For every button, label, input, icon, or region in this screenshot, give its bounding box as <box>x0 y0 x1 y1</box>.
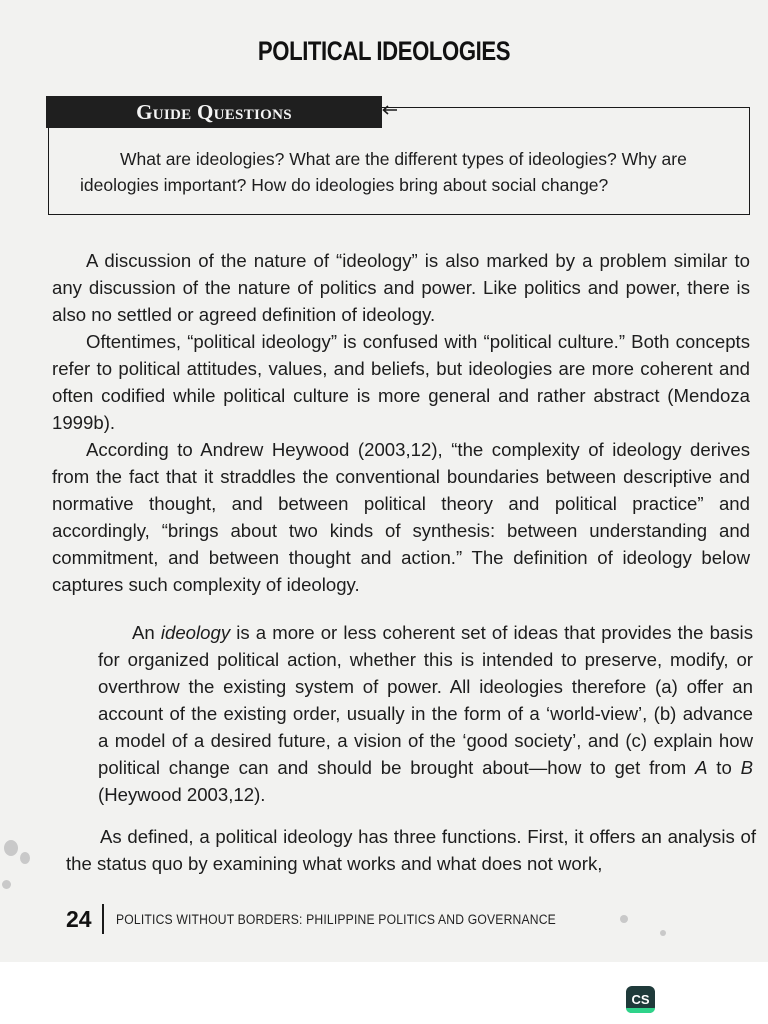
definition-to: to <box>707 757 741 778</box>
body-text <box>52 247 750 598</box>
page-title: POLITICAL IDEOLOGIES <box>257 36 511 66</box>
scan-speck <box>20 852 30 864</box>
scan-speck <box>660 930 666 936</box>
definition-lead: An <box>132 622 161 643</box>
scan-speck <box>4 840 18 856</box>
guide-questions-label: Guide Questions <box>136 99 292 124</box>
page-number: 24 <box>66 905 92 932</box>
definition-point-b: B <box>740 757 753 778</box>
definition-body: is a more or less coherent set of ideas that provides the basis for organized political action, whether this is intended to preserve, modify, or overthrow the existing system of power. All ideologies therefore (a) offer an account of the existing order, usually in the form of a ‘world-view’, (b) advance a model of a desired future, a vision of the ‘good society’, and (c) explain how political change can and should be brought about—how to get from <box>98 622 753 778</box>
scan-speck <box>2 880 11 889</box>
definition-citation: (Heywood 2003,12). <box>98 784 266 805</box>
functions-text <box>66 823 756 877</box>
guide-questions-text <box>80 146 720 198</box>
camscanner-accent-bar <box>626 1008 655 1013</box>
definition-point-a: A <box>695 757 708 778</box>
camscanner-logo-icon <box>626 986 655 1013</box>
paragraph-three-functions: As defined, a political ideology has three functions. First, it offers an analysis of the status quo by examining what works and what does not work, <box>66 826 756 874</box>
paragraph-political-culture: Oftentimes, “political ideology” is confused with “political culture.” Both concepts refer to political attitudes, values, and beliefs, but ideologies are more coherent and often codified while political culture is more general and rather abstract (Mendoza 1999b). <box>52 331 750 433</box>
camscanner-label: CS <box>631 992 650 1007</box>
guide-questions-tab <box>46 96 382 128</box>
paragraph-ideology-discussion: A discussion of the nature of “ideology” is also marked by a problem similar to any discussion of the nature of politics and power. Like politics and power, there is also no settled or agreed definition of ideology. <box>52 250 750 325</box>
definition-term: ideology <box>160 622 231 643</box>
page-footer <box>66 904 604 934</box>
paragraph-heywood-complexity: According to Andrew Heywood (2003,12), “the complexity of ideology derives from the fact that it straddles the conventional boundaries between descriptive and normative thought, and between political theory and political practice” and accordingly, “brings about two kinds of synthesis: between understanding and commitment, and between thought and action.” The definition of ideology below captures such complexity of ideology. <box>52 439 750 595</box>
ideology-definition-quote <box>98 619 753 808</box>
definition-paragraph <box>98 619 753 808</box>
footer-divider <box>102 904 104 934</box>
scan-speck <box>620 915 628 923</box>
running-footer-title: POLITICS WITHOUT BORDERS: PHILIPPINE POLITICS AND GOVERNANCE <box>115 911 556 927</box>
guide-questions-paragraph: What are ideologies? What are the different types of ideologies? Why are ideologies important? How do ideologies bring about social change? <box>80 149 687 195</box>
arrow-left-icon <box>382 104 398 116</box>
